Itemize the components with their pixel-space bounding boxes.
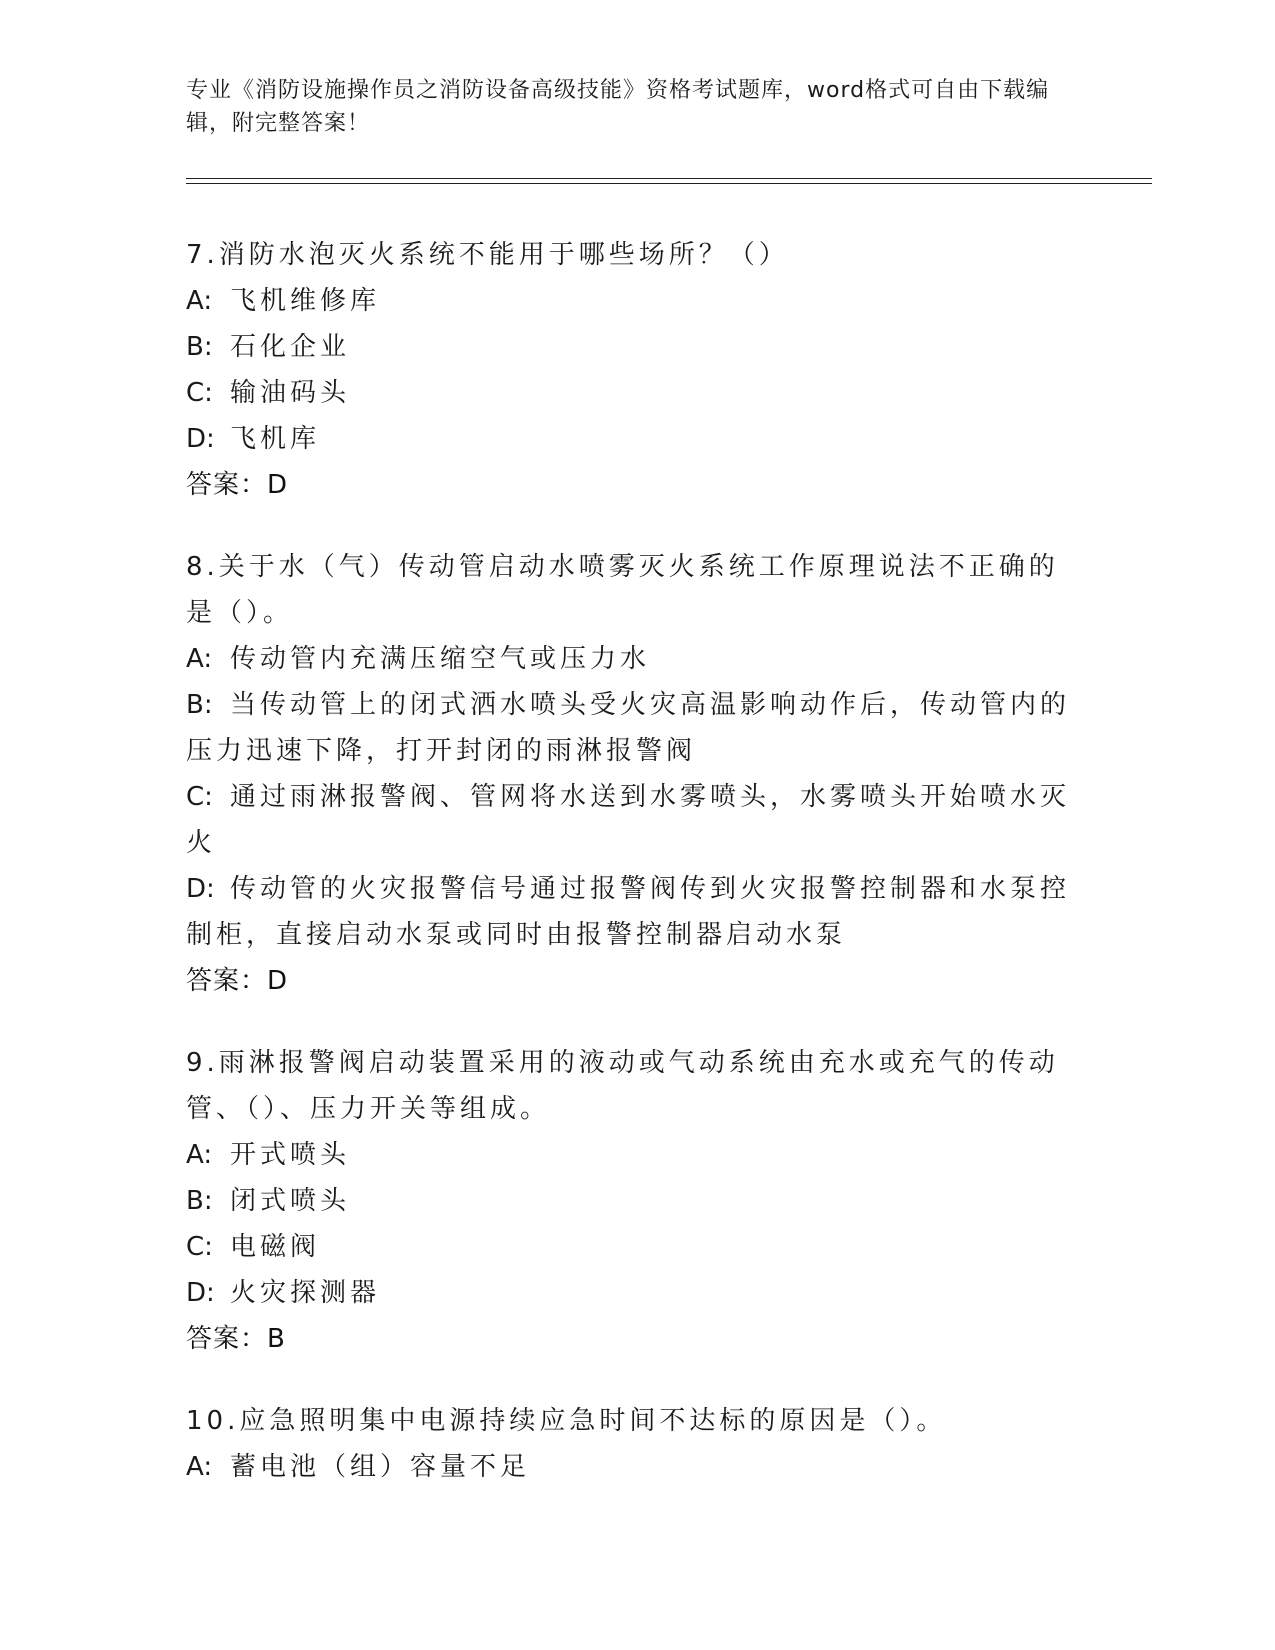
option-c bbox=[186, 774, 1086, 866]
option-c bbox=[186, 1224, 1086, 1270]
option-key: D: bbox=[186, 1278, 215, 1308]
option-text: 飞机库 bbox=[230, 424, 321, 454]
option-b bbox=[186, 682, 1086, 774]
option-text: 传动管的火灾报警信号通过报警阀传到火灾报警控制器和水泵控制柜，直接启动水泵或同时由报警控制器启动水泵 bbox=[186, 874, 1071, 950]
option-text: 飞机维修库 bbox=[230, 286, 381, 316]
question-8 bbox=[186, 544, 1086, 1004]
option-key: A: bbox=[186, 644, 213, 674]
option-key: B: bbox=[186, 332, 213, 362]
option-text: 闭式喷头 bbox=[230, 1186, 351, 1216]
option-a bbox=[186, 636, 1086, 682]
option-a bbox=[186, 1444, 1086, 1490]
header-rule-top bbox=[186, 178, 1152, 179]
option-text: 当传动管上的闭式洒水喷头受火灾高温影响动作后，传动管内的压力迅速下降，打开封闭的雨淋报警阀 bbox=[186, 690, 1071, 766]
option-text: 蓄电池（组）容量不足 bbox=[230, 1452, 531, 1482]
question-stem: 10.应急照明集中电源持续应急时间不达标的原因是（）。 bbox=[186, 1406, 947, 1436]
header-rule-bottom bbox=[186, 183, 1152, 184]
option-a bbox=[186, 1132, 1086, 1178]
question-7 bbox=[186, 232, 1086, 508]
option-key: D: bbox=[186, 424, 215, 454]
option-d bbox=[186, 1270, 1086, 1316]
option-key: A: bbox=[186, 1452, 213, 1482]
answer-line: 答案：D bbox=[186, 966, 289, 996]
option-key: A: bbox=[186, 286, 213, 316]
option-key: C: bbox=[186, 378, 213, 408]
question-stem: 8.关于水（气）传动管启动水喷雾灭火系统工作原理说法不正确的是（）。 bbox=[186, 552, 1059, 628]
answer-line: 答案：D bbox=[186, 470, 289, 500]
option-text: 开式喷头 bbox=[230, 1140, 351, 1170]
option-b bbox=[186, 324, 1086, 370]
option-d bbox=[186, 866, 1086, 958]
option-text: 通过雨淋报警阀、管网将水送到水雾喷头，水雾喷头开始喷水灭火 bbox=[186, 782, 1071, 858]
option-text: 电磁阀 bbox=[230, 1232, 321, 1262]
option-key: C: bbox=[186, 1232, 213, 1262]
question-stem: 7.消防水泡灭火系统不能用于哪些场所？（） bbox=[186, 240, 789, 270]
option-d bbox=[186, 416, 1086, 462]
option-text: 石化企业 bbox=[230, 332, 351, 362]
question-9 bbox=[186, 1040, 1086, 1362]
question-stem: 9.雨淋报警阀启动装置采用的液动或气动系统由充水或充气的传动管、（）、压力开关等组成。 bbox=[186, 1048, 1059, 1124]
option-key: B: bbox=[186, 690, 213, 720]
option-b bbox=[186, 1178, 1086, 1224]
page-header: 专业《消防设施操作员之消防设备高级技能》资格考试题库，word格式可自由下载编辑，附完整答案！ bbox=[186, 78, 1050, 136]
option-key: B: bbox=[186, 1186, 213, 1216]
option-a bbox=[186, 278, 1086, 324]
option-key: C: bbox=[186, 782, 213, 812]
question-list bbox=[186, 232, 1086, 1526]
option-key: D: bbox=[186, 874, 215, 904]
option-c bbox=[186, 370, 1086, 416]
question-10 bbox=[186, 1398, 1086, 1490]
answer-line: 答案：B bbox=[186, 1324, 286, 1354]
option-text: 输油码头 bbox=[230, 378, 351, 408]
option-key: A: bbox=[186, 1140, 213, 1170]
option-text: 传动管内充满压缩空气或压力水 bbox=[230, 644, 651, 674]
option-text: 火灾探测器 bbox=[230, 1278, 381, 1308]
